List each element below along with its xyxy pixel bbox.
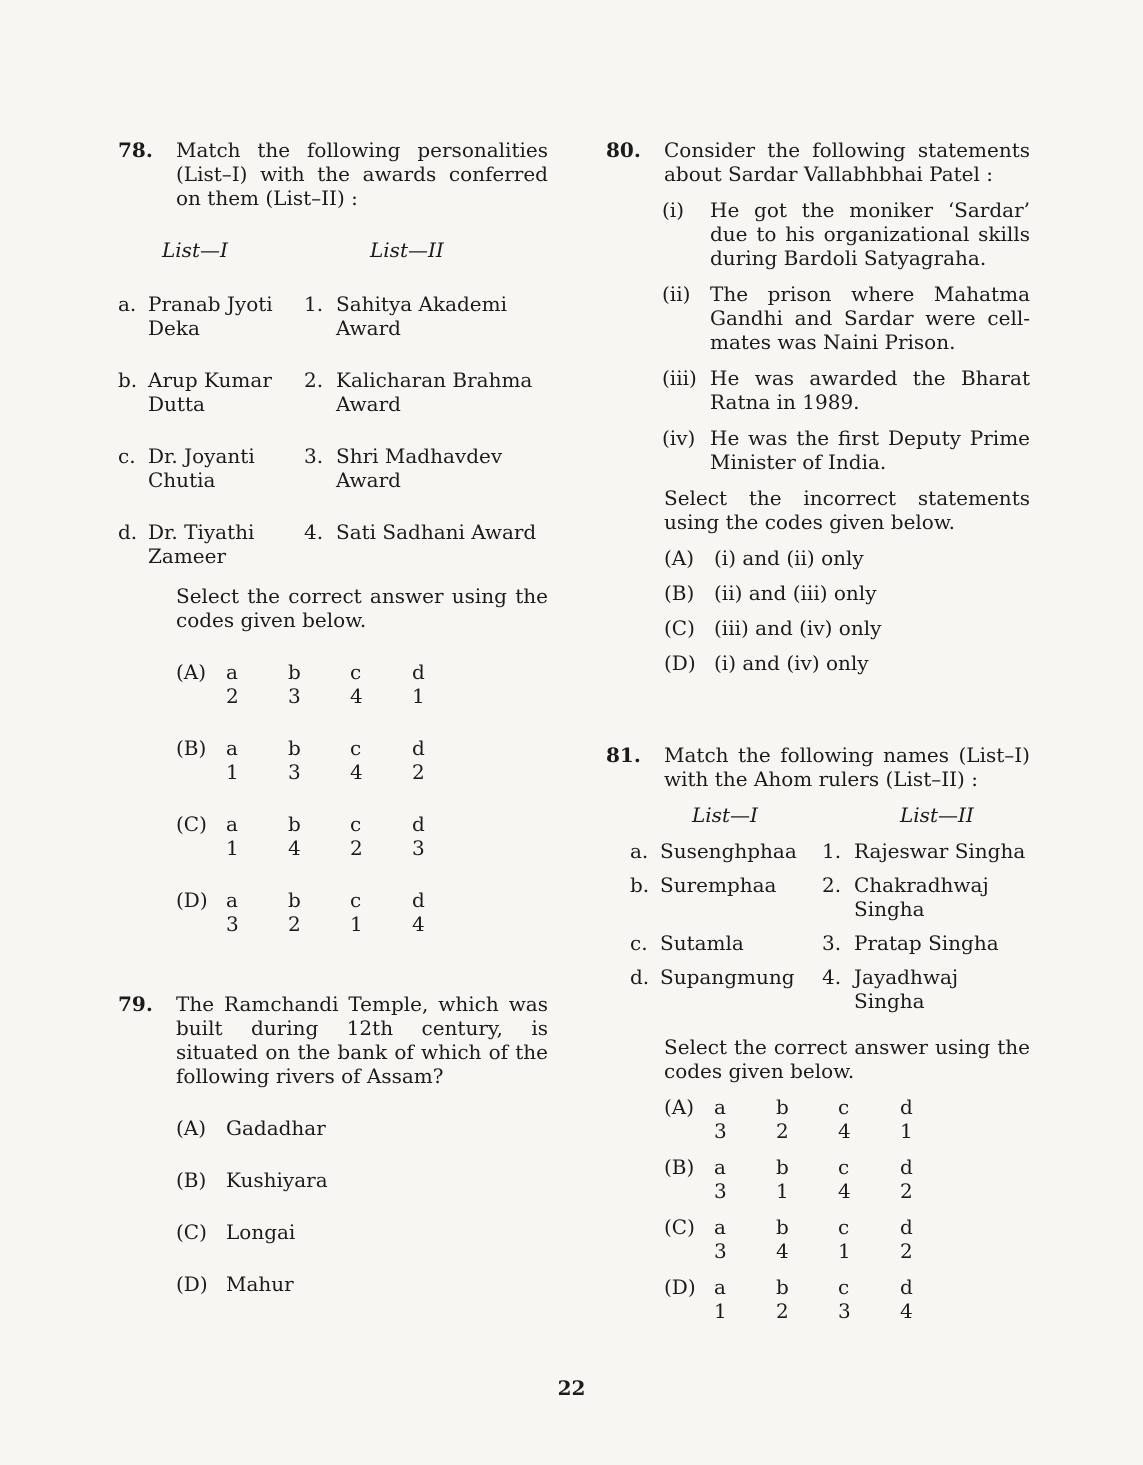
- question-number: 80.: [606, 138, 641, 162]
- row-item: Suremphaa: [660, 873, 777, 897]
- row-key: b.: [118, 368, 138, 392]
- statement-text: He was awarded the Bharat Ratna in 1989.: [710, 366, 1030, 414]
- instruction: Select the correct answer using the codes given below.: [664, 1035, 1030, 1083]
- instruction: Select the correct answer using the codes given below.: [176, 584, 548, 632]
- statement-text: The prison where Mahatma Gandhi and Sardar were cell-mates was Naini Prison.: [710, 282, 1030, 354]
- row-key: 1.: [304, 292, 324, 316]
- row-item: Arup Kumar Dutta: [148, 368, 272, 416]
- option-label: (D): [664, 651, 696, 675]
- answer-codes: [176, 660, 548, 936]
- code-value: 4: [350, 684, 363, 708]
- option-b[interactable]: [176, 1168, 548, 1192]
- code-option[interactable]: [664, 1275, 1030, 1323]
- code-head: a: [714, 1095, 726, 1119]
- statement: [662, 198, 1030, 270]
- code-value: 4: [900, 1299, 913, 1323]
- row-item: Pratap Singha: [854, 931, 999, 955]
- row-key: 4.: [822, 965, 842, 989]
- code-value: 2: [412, 760, 425, 784]
- row-key: a.: [630, 839, 649, 863]
- code-head: a: [226, 812, 238, 836]
- list2-header: List—II: [900, 803, 974, 827]
- option-c[interactable]: [176, 1220, 548, 1244]
- code-option[interactable]: [176, 812, 548, 860]
- code-option[interactable]: [176, 888, 548, 936]
- row-key: 1.: [822, 839, 842, 863]
- question-stem: Consider the following statements about Sardar Vallabhbhai Patel :: [664, 138, 1030, 186]
- match-row: [630, 965, 1030, 1013]
- question-stem: Match the following personalities (List–I) with the awards conferred on them (List–II) :: [176, 138, 548, 210]
- question-81: [606, 743, 1030, 1323]
- option-text: Kushiyara: [226, 1168, 328, 1192]
- option-d[interactable]: [664, 651, 1030, 675]
- option-text: Longai: [226, 1220, 296, 1244]
- code-head: d: [900, 1215, 913, 1239]
- question-78: [118, 138, 548, 936]
- question-number: 78.: [118, 138, 153, 162]
- row-key: d.: [630, 965, 650, 989]
- page-number: 22: [557, 1376, 586, 1400]
- list-headers: [692, 803, 1030, 827]
- option-text: (iii) and (iv) only: [714, 616, 882, 640]
- answer-options: [664, 546, 1030, 675]
- code-head: b: [776, 1095, 789, 1119]
- code-head: c: [838, 1215, 850, 1239]
- row-item: Supangmung: [660, 965, 795, 989]
- option-label: (B): [176, 736, 207, 760]
- instruction: Select the incorrect statements using the codes given below.: [664, 486, 1030, 534]
- code-head: a: [226, 660, 238, 684]
- row-key: a.: [118, 292, 137, 316]
- code-option[interactable]: [664, 1155, 1030, 1203]
- option-label: (C): [664, 1215, 695, 1239]
- code-head: b: [288, 660, 301, 684]
- code-value: 3: [226, 912, 239, 936]
- code-value: 3: [838, 1299, 851, 1323]
- question-number: 79.: [118, 992, 153, 1016]
- code-value: 4: [350, 760, 363, 784]
- code-head: b: [776, 1155, 789, 1179]
- option-c[interactable]: [664, 616, 1030, 640]
- row-item: Sutamla: [660, 931, 744, 955]
- statement-label: (iv): [662, 426, 696, 450]
- code-option[interactable]: [176, 736, 548, 784]
- row-item: Pranab Jyoti Deka: [148, 292, 273, 340]
- code-head: b: [288, 812, 301, 836]
- code-head: c: [838, 1155, 850, 1179]
- row-key: 3.: [304, 444, 324, 468]
- question-stem: The Ramchandi Temple, which was built during 12th century, is situated on the bank of which of the following rivers of Assam?: [176, 992, 548, 1088]
- row-key: d.: [118, 520, 138, 544]
- code-head: c: [838, 1095, 850, 1119]
- code-head: b: [288, 888, 301, 912]
- match-row: [118, 368, 548, 416]
- row-item: Kalicharan Brahma Award: [336, 368, 533, 416]
- code-value: 1: [350, 912, 363, 936]
- code-value: 2: [226, 684, 239, 708]
- option-text: Mahur: [226, 1272, 294, 1296]
- code-head: c: [350, 736, 362, 760]
- option-d[interactable]: [176, 1272, 548, 1296]
- row-key: 2.: [304, 368, 324, 392]
- option-label: (D): [176, 888, 208, 912]
- option-text: (ii) and (iii) only: [714, 581, 877, 605]
- row-key: 2.: [822, 873, 842, 897]
- code-head: d: [412, 812, 425, 836]
- option-text: Gadadhar: [226, 1116, 326, 1140]
- code-value: 1: [714, 1299, 727, 1323]
- row-item: Dr. Joyanti Chutia: [148, 444, 255, 492]
- statement-label: (i): [662, 198, 685, 222]
- match-row: [630, 873, 1030, 921]
- code-value: 4: [288, 836, 301, 860]
- code-value: 4: [838, 1179, 851, 1203]
- row-item: Shri Madhavdev Award: [336, 444, 503, 492]
- code-head: a: [714, 1155, 726, 1179]
- code-head: d: [412, 888, 425, 912]
- code-value: 3: [714, 1119, 727, 1143]
- option-a[interactable]: [664, 546, 1030, 570]
- code-value: 1: [776, 1179, 789, 1203]
- code-value: 2: [776, 1119, 789, 1143]
- statement-label: (ii): [662, 282, 691, 306]
- code-value: 3: [714, 1179, 727, 1203]
- option-label: (B): [664, 1155, 695, 1179]
- row-item: Jayadhwaj Singha: [854, 965, 959, 1013]
- statement-label: (iii): [662, 366, 697, 390]
- code-head: c: [838, 1275, 850, 1299]
- option-label: (C): [664, 616, 695, 640]
- row-item: Rajeswar Singha: [854, 839, 1026, 863]
- code-option[interactable]: [664, 1095, 1030, 1143]
- code-value: 2: [350, 836, 363, 860]
- statement: [662, 366, 1030, 414]
- option-text: (i) and (iv) only: [714, 651, 869, 675]
- question-80: [606, 138, 1030, 675]
- match-row: [630, 839, 1030, 863]
- option-label: (D): [664, 1275, 696, 1299]
- code-value: 3: [412, 836, 425, 860]
- code-value: 4: [412, 912, 425, 936]
- match-row: [630, 931, 1030, 955]
- row-item: Sati Sadhani Award: [336, 520, 537, 544]
- row-key: c.: [118, 444, 136, 468]
- question-stem: Match the following names (List–I) with the Ahom rulers (List–II) :: [664, 743, 1030, 791]
- option-a[interactable]: [176, 1116, 548, 1140]
- option-label: (B): [176, 1168, 207, 1192]
- code-head: a: [714, 1215, 726, 1239]
- code-value: 1: [900, 1119, 913, 1143]
- option-label: (A): [664, 1095, 695, 1119]
- code-head: d: [900, 1095, 913, 1119]
- code-value: 2: [776, 1299, 789, 1323]
- option-label: (D): [176, 1272, 208, 1296]
- option-label: (A): [176, 1116, 207, 1140]
- code-value: 2: [900, 1179, 913, 1203]
- statement-text: He was the first Deputy Prime Minister of India.: [710, 426, 1030, 474]
- match-row: [118, 444, 548, 492]
- code-value: 2: [288, 912, 301, 936]
- code-head: d: [412, 736, 425, 760]
- code-head: b: [288, 736, 301, 760]
- code-value: 3: [288, 684, 301, 708]
- row-item: Dr. Tiyathi Zameer: [148, 520, 255, 568]
- option-label: (A): [176, 660, 207, 684]
- option-label: (B): [664, 581, 695, 605]
- list1-header: List—I: [162, 238, 228, 262]
- code-value: 1: [226, 760, 239, 784]
- row-key: c.: [630, 931, 648, 955]
- statement: [662, 426, 1030, 474]
- question-79: [118, 992, 548, 1296]
- list1-header: List—I: [692, 803, 758, 827]
- code-value: 1: [226, 836, 239, 860]
- question-number: 81.: [606, 743, 641, 767]
- option-label: (A): [664, 546, 695, 570]
- option-label: (C): [176, 1220, 207, 1244]
- code-option[interactable]: [176, 660, 548, 708]
- code-head: d: [412, 660, 425, 684]
- code-value: 3: [288, 760, 301, 784]
- code-value: 1: [412, 684, 425, 708]
- code-head: d: [900, 1275, 913, 1299]
- option-b[interactable]: [664, 581, 1030, 605]
- code-head: b: [776, 1215, 789, 1239]
- statement-text: He got the moniker ‘Sardar’ due to his organizational skills during Bardoli Satyagraha.: [710, 198, 1030, 270]
- right-column: [606, 138, 1030, 1323]
- code-value: 2: [900, 1239, 913, 1263]
- code-head: d: [900, 1155, 913, 1179]
- list2-header: List—II: [370, 238, 444, 262]
- code-head: c: [350, 660, 362, 684]
- statement: [662, 282, 1030, 354]
- code-head: b: [776, 1275, 789, 1299]
- code-head: a: [714, 1275, 726, 1299]
- code-head: a: [226, 736, 238, 760]
- row-key: 4.: [304, 520, 324, 544]
- row-key: 3.: [822, 931, 842, 955]
- row-key: b.: [630, 873, 650, 897]
- list-headers: [162, 238, 548, 262]
- row-item: Sahitya Akademi Award: [336, 292, 508, 340]
- code-head: c: [350, 812, 362, 836]
- match-row: [118, 520, 548, 568]
- answer-options: [176, 1116, 548, 1296]
- code-value: 1: [838, 1239, 851, 1263]
- option-text: (i) and (ii) only: [714, 546, 864, 570]
- left-column: [118, 138, 548, 1296]
- option-label: (C): [176, 812, 207, 836]
- answer-codes: [664, 1095, 1030, 1323]
- code-value: 3: [714, 1239, 727, 1263]
- match-row: [118, 292, 548, 340]
- row-item: Chakradhwaj Singha: [854, 873, 989, 921]
- code-value: 4: [838, 1119, 851, 1143]
- code-option[interactable]: [664, 1215, 1030, 1263]
- code-head: a: [226, 888, 238, 912]
- row-item: Susenghphaa: [660, 839, 797, 863]
- code-head: c: [350, 888, 362, 912]
- code-value: 4: [776, 1239, 789, 1263]
